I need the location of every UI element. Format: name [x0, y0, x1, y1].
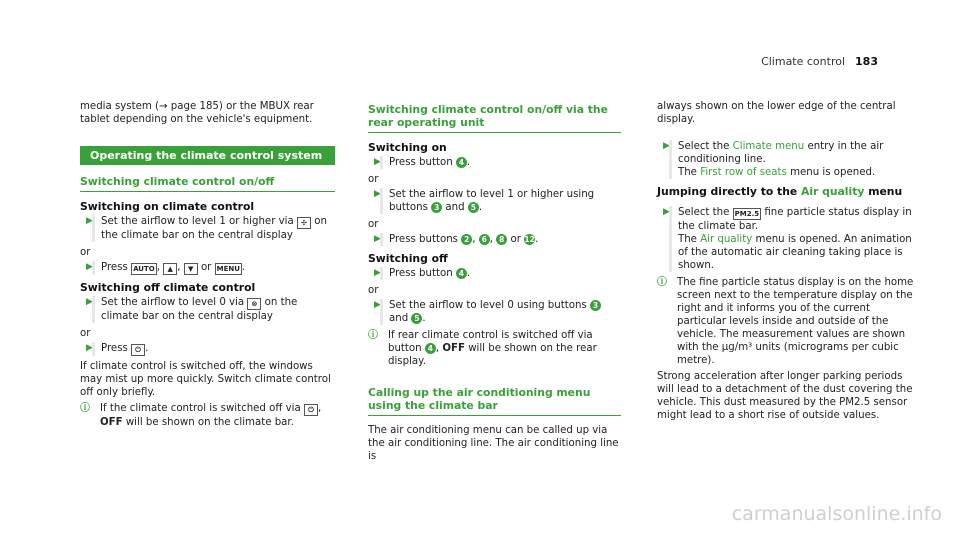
step: ▶ Press button 4 .	[368, 267, 621, 280]
climate-menu-link: Climate menu	[732, 141, 805, 152]
arrow-icon: ▶	[374, 189, 381, 199]
up-icon: ▲	[163, 263, 177, 275]
info-icon: ⓘ	[368, 330, 378, 341]
arrow-icon: ▶	[374, 234, 381, 244]
arrow-icon: ▶	[86, 297, 93, 307]
fan-icon: ✣	[297, 217, 311, 229]
or-text: or	[368, 174, 379, 185]
page-number: 183	[855, 55, 878, 68]
or-text: or	[368, 219, 379, 230]
column-1	[80, 100, 335, 432]
heading-on: Switching on climate control	[80, 200, 255, 213]
or-text: or	[368, 285, 379, 296]
arrow-icon: ▶	[374, 300, 381, 310]
heading-jump: Jumping directly to the Air quality menu	[657, 185, 903, 198]
pm-icon: PM2.5	[734, 210, 760, 218]
info-icon: ⓘ	[80, 403, 90, 414]
first-row-link: First row of seats	[700, 167, 787, 178]
step: ▶ Set the airflow to level 0 via ⊗ on the climate bar on the central display	[80, 296, 335, 323]
off-paragraph: If climate control is switched off, the windows may mist up more quickly. Switch climate control off only briefly.	[80, 361, 331, 398]
subtitle-climate-bar: Calling up the air conditioning menu using the climate bar	[368, 386, 621, 416]
intro-paragraph: media system (→ page 185) or the MBUX rear tablet depending on the vehicle's equipment.	[80, 101, 314, 125]
subtitle-rear-unit: Switching climate control on/off via the rear operating unit	[368, 103, 621, 133]
or-text: or	[80, 247, 91, 258]
step: ▶ Select the Climate menu entry in the air conditioning line. The First row of seats menu is opened.	[657, 140, 915, 179]
info-icon: ⓘ	[657, 277, 667, 288]
subtitle-switching: Switching climate control on/off	[80, 175, 335, 192]
heading-off: Switching off climate control	[80, 281, 256, 294]
watermark: carmanualsonline.info	[731, 503, 942, 525]
column-2	[368, 103, 621, 465]
heading-off: Switching off	[368, 252, 448, 265]
step: ▶ Set the airflow to level 1 or higher via ✣ on the climate bar on the central display	[80, 215, 335, 242]
step: ▶ Press button 4 .	[368, 156, 621, 169]
arrow-icon: ▶	[374, 157, 381, 167]
note: ⓘ The fine particle status display is on the home screen next to the temperature display on the right and it informs you of the current particular levels inside and outside of the vehicle. The measurement values are shown with the μg/m³ units (micrograms per cubic metre).	[657, 277, 914, 366]
arrow-icon: ▶	[86, 343, 93, 353]
note: ⓘ If rear climate control is switched off via button 4 , OFF will be shown on the rear display.	[368, 330, 597, 367]
power-icon: ⏻	[131, 344, 145, 356]
power-icon: ⏻	[304, 404, 318, 416]
step: ▶ Select the PM2.5 fine particle status display in the climate bar. The Air quality menu is opened. An animation of the automatic air cleaning taking place is shown.	[657, 206, 915, 272]
menu-icon: MENU	[216, 265, 240, 273]
section-title: Climate control	[761, 55, 846, 68]
note: ⓘ If the climate control is switched off via ⏻ , OFF will be shown on the climate bar.	[80, 403, 322, 428]
or-text: or	[80, 328, 91, 339]
column-3	[657, 100, 915, 424]
arrow-icon: ▶	[663, 141, 670, 151]
down-icon: ▼	[184, 263, 198, 275]
heading-on: Switching on	[368, 141, 447, 154]
arrow-icon: ▶	[86, 262, 93, 272]
step: ▶ Set the airflow to level 1 or higher using buttons 3 and 5 .	[368, 188, 621, 214]
section-bar-operating: Operating the climate control system	[80, 146, 335, 165]
step: ▶ Press ⏻ .	[80, 342, 335, 356]
auto-icon: AUTO	[133, 265, 155, 273]
air-quality-link: Air quality	[700, 234, 753, 245]
acceleration-paragraph: Strong acceleration after longer parking periods will lead to a detachment of the dust covering the vehicle. This dust measured by the PM2.5 sensor might lead to a short rise of outside values.	[657, 371, 913, 421]
page-header	[761, 55, 878, 68]
arrow-icon: ▶	[663, 207, 670, 217]
arrow-icon: ▶	[86, 216, 93, 226]
step: ▶ Press buttons 2 , 6 , 8 or 12.	[368, 233, 621, 246]
intro-paragraph: always shown on the lower edge of the central display.	[657, 101, 896, 125]
climate-bar-paragraph: The air conditioning menu can be called up via the air conditioning line. The air conditioning line is	[368, 425, 619, 462]
step: ▶ Set the airflow to level 0 using buttons 3 and 5 .	[368, 299, 621, 325]
step: ▶ Press AUTO , ▲ , ▼ or MENU .	[80, 261, 335, 275]
fan-off-icon: ⊗	[247, 298, 261, 310]
arrow-icon: ▶	[374, 268, 381, 278]
